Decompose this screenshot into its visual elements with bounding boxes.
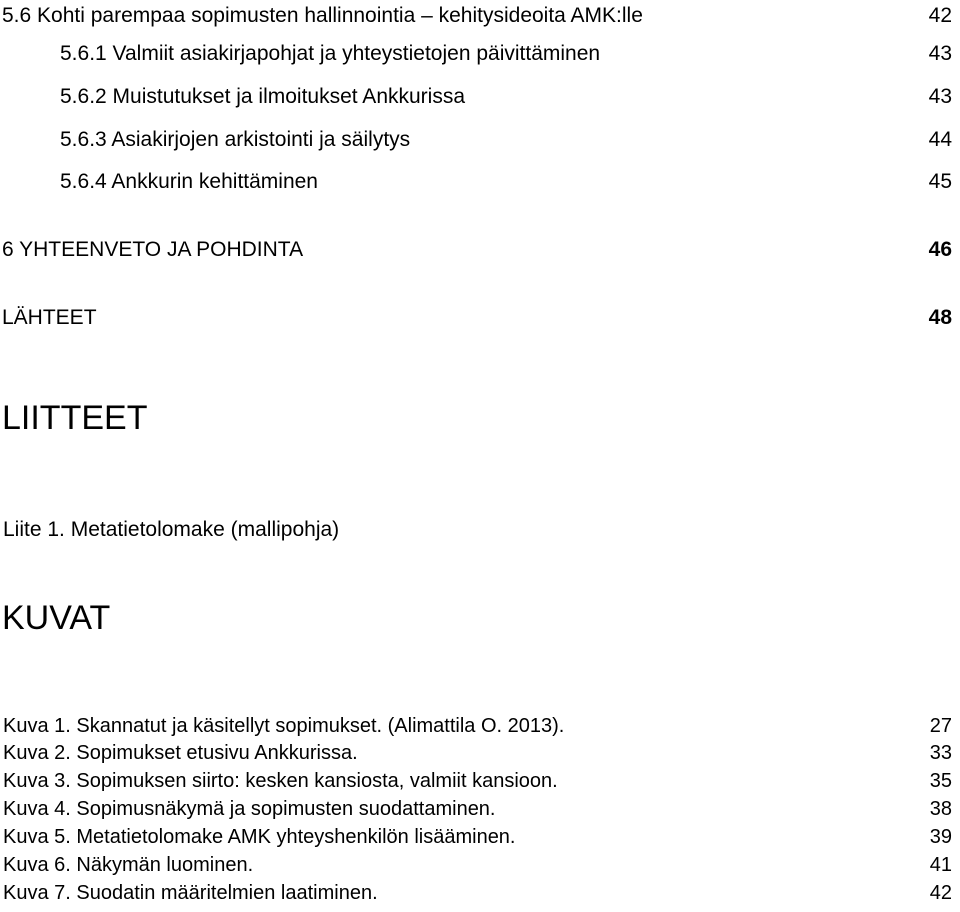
figure-entry-title: Kuva 7. Suodatin määritelmien laatiminen. [3,882,378,904]
toc-entry-page: 44 [928,128,952,151]
figure-entry-page: 33 [929,742,952,764]
toc-entry[interactable] [0,0,960,32]
figure-entry-title: Kuva 1. Skannatut ja käsitellyt sopimukset. (Alimattila O. 2013). [3,715,565,737]
figures-heading: KUVAT [2,599,111,637]
toc-entry-page: 45 [928,170,952,193]
figure-entry-page: 41 [929,854,952,876]
figure-entry[interactable] [0,795,960,823]
figure-entry-title: Kuva 3. Sopimuksen siirto: kesken kansiosta, valmiit kansioon. [3,770,558,792]
figure-entry-page: 42 [929,882,952,904]
toc-entry-title: 5.6 Kohti parempaa sopimusten hallinnointia – kehitysideoita AMK:lle [2,4,643,27]
appendices-heading: LIITTEET [2,399,148,437]
toc-entry-title: 6 YHTEENVETO JA POHDINTA [2,238,304,261]
toc-entry-page: 43 [928,85,952,108]
figure-entry[interactable] [0,851,960,879]
figure-entry-page: 35 [929,770,952,792]
toc-entry[interactable] [0,234,960,266]
toc-entry-page: 48 [928,306,952,329]
toc-entry[interactable] [0,81,960,113]
toc-entry-page: 43 [928,42,952,65]
toc-entry[interactable] [0,124,960,156]
toc-entry[interactable] [0,166,960,198]
figure-entry[interactable] [0,879,960,907]
toc-entry-page: 42 [928,4,952,27]
toc-entry-title: 5.6.4 Ankkurin kehittäminen [60,170,318,193]
figure-entry-title: Kuva 5. Metatietolomake AMK yhteyshenkilön lisääminen. [3,826,516,848]
figure-entry-page: 39 [929,826,952,848]
figure-entry[interactable] [0,767,960,795]
figure-entry[interactable] [0,823,960,851]
toc-entry[interactable] [0,302,960,334]
figure-entry[interactable] [0,739,960,767]
toc-entry-title: 5.6.1 Valmiit asiakirjapohjat ja yhteystietojen päivittäminen [60,42,601,65]
figure-entry-page: 27 [929,715,952,737]
toc-entry-title: 5.6.3 Asiakirjojen arkistointi ja säilytys [60,128,411,151]
toc-entry-title: 5.6.2 Muistutukset ja ilmoitukset Ankkurissa [60,85,466,108]
figure-entry[interactable] [0,712,960,740]
figure-entry-title: Kuva 2. Sopimukset etusivu Ankkurissa. [3,742,358,764]
figure-entry-title: Kuva 6. Näkymän luominen. [3,854,254,876]
appendix-item[interactable]: Liite 1. Metatietolomake (mallipohja) [3,518,340,541]
figure-entry-page: 38 [929,798,952,820]
toc-entry-page: 46 [928,238,952,261]
toc-entry[interactable] [0,38,960,70]
toc-entry-title: LÄHTEET [2,306,97,329]
figure-entry-title: Kuva 4. Sopimusnäkymä ja sopimusten suodattaminen. [3,798,496,820]
